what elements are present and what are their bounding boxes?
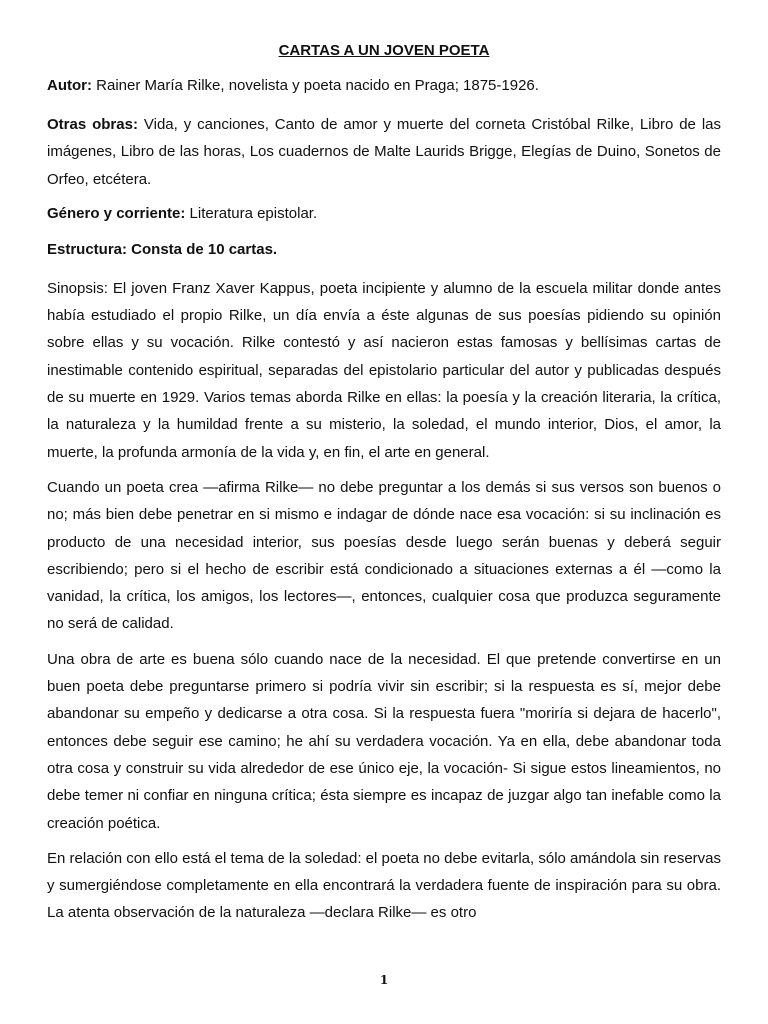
- autor-text: Rainer María Rilke, novelista y poeta nacido en Praga; 1875-1926.: [92, 77, 539, 94]
- otras-obras-paragraph: [47, 111, 721, 193]
- body-paragraph: En relación con ello está el tema de la soledad: el poeta no debe evitarla, sólo amándola sin reservas y sumergiéndose completamente en ella encontrará la verdadera fuente de inspiración para su obra. La atenta observación de la naturaleza —declara Rilke— es otro: [47, 849, 721, 922]
- otras-obras-text: Vida, y canciones, Canto de amor y muerte del corneta Cristóbal Rilke, Libro de las imágenes, Libro de las horas, Los cuadernos de Malte Laurids Brigge, Elegías de Duino, Sonetos de Orfeo, etcétera.: [47, 116, 721, 188]
- otras-obras-label: Otras obras:: [47, 116, 138, 133]
- genero-line: [47, 203, 721, 225]
- estructura-line: [47, 239, 721, 261]
- autor-label: Autor:: [47, 77, 92, 94]
- page-number: 1: [379, 973, 389, 987]
- sinopsis-paragraph: Sinopsis: El joven Franz Xaver Kappus, poeta incipiente y alumno de la escuela militar donde antes había estudiado el propio Rilke, un día envía a éste algunas de sus poesías pidiendo su opinión sobre ellas y su vocación. Rilke contestó y así nacieron estas famosas y bellísimas cartas de inestimable contenido espiritual, separadas del epistolario particular del autor y publicadas después de su muerte en 1929. Varios temas aborda Rilke en ellas: la poesía y la creación literaria, la crítica, la naturaleza y la humildad frente a su misterio, la soledad, el mundo interior, Dios, el amor, la muerte, la profunda armonía de la vida y, en fin, el arte en general.: [47, 279, 721, 461]
- document-title: CARTAS A UN JOVEN POETA: [278, 42, 490, 59]
- genero-label: Género y corriente:: [47, 204, 186, 222]
- autor-line: [47, 75, 721, 97]
- document-page: [47, 40, 721, 935]
- genero-text: Literatura epistolar.: [185, 204, 318, 222]
- body-paragraph: Cuando un poeta crea —afirma Rilke— no debe preguntar a los demás si sus versos son buenos o no; más bien debe penetrar en si mismo e indagar de dónde nace esa vocación: si su inclinación es producto de una necesidad interior, sus poesías desde luego serán buenas y deberá seguir escribiendo; pero si el hecho de escribir está condicionado a situaciones externas a él —como la vanidad, la crítica, los amigos, los lectores—, entonces, cualquier cosa que produzca seguramente no será de calidad.: [47, 478, 721, 633]
- estructura-text: Estructura: Consta de 10 cartas.: [47, 240, 278, 258]
- body-paragraph: Una obra de arte es buena sólo cuando nace de la necesidad. El que pretende convertirse en un buen poeta debe preguntarse primero si podría vivir sin escribir; si la respuesta es sí, mejor debe abandonar su empeño y dedicarse a otra cosa. Si la respuesta fuera "moriría si dejara de hacerlo", entonces debe seguir ese camino; he ahí su verdadera vocación. Ya en ella, debe abandonar toda otra cosa y construir su vida alrededor de ese único eje, la vocación- Si sigue estos lineamientos, no debe temer ni confiar en ninguna crítica; ésta siempre es incapaz de juzgar algo tan inefable como la creación poética.: [47, 650, 721, 832]
